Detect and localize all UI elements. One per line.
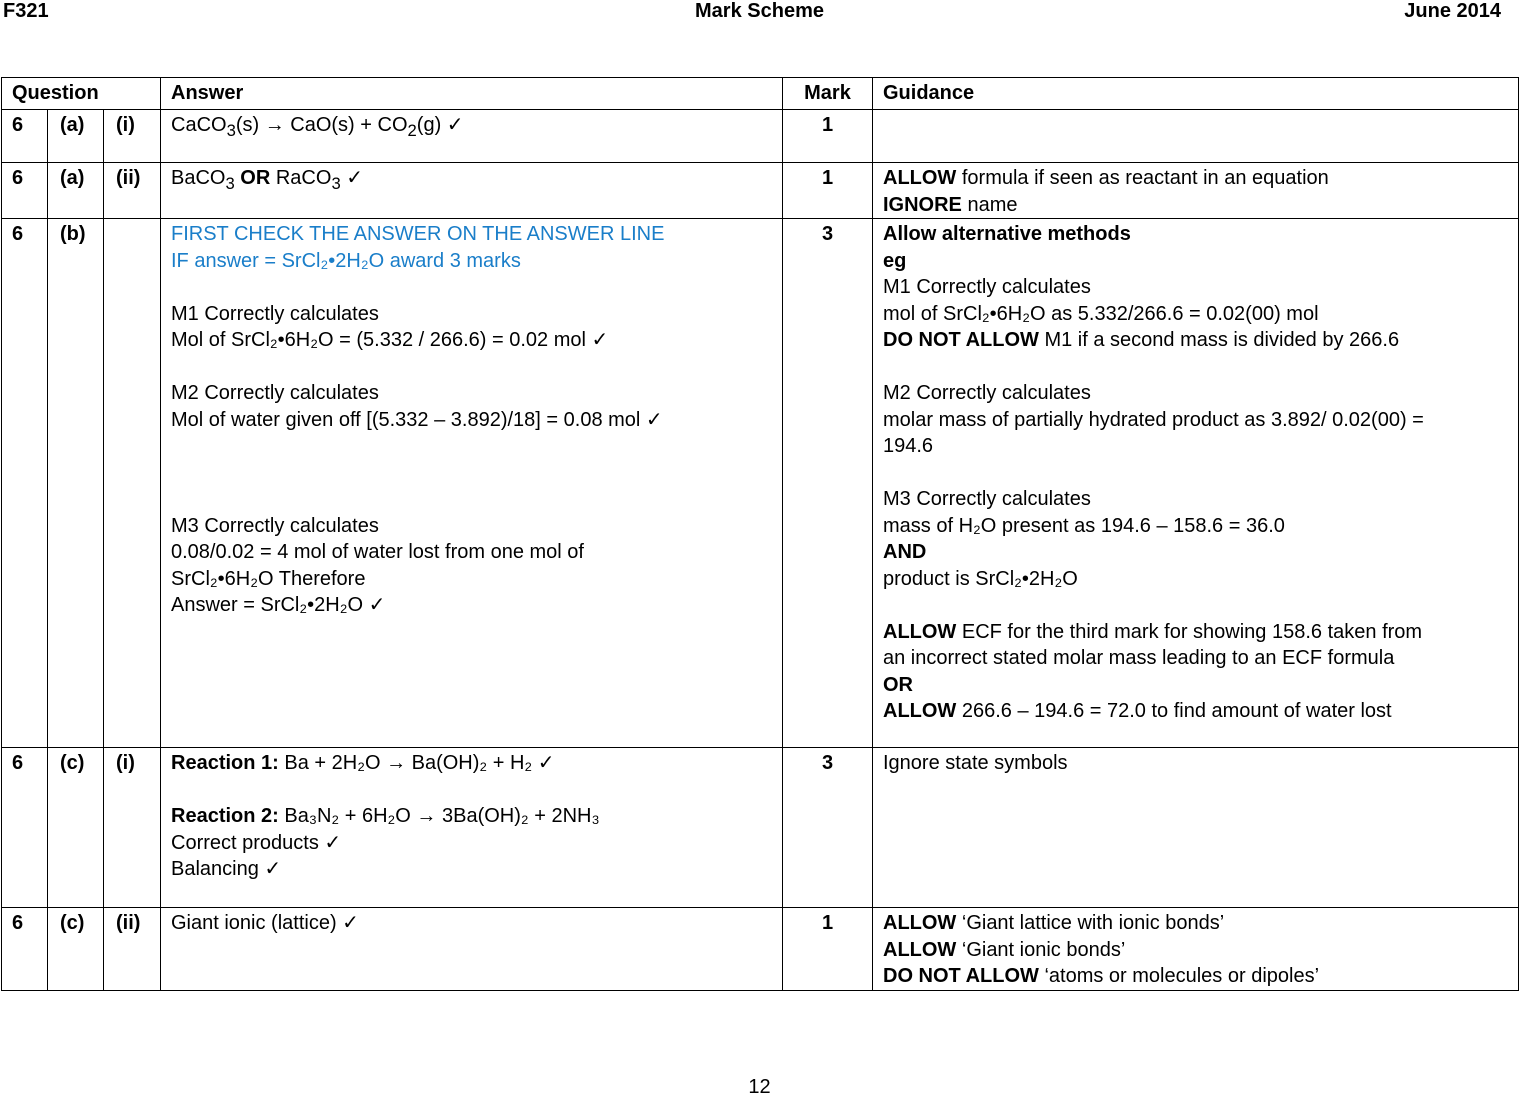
table-header-row bbox=[2, 78, 1519, 110]
guidance-cell bbox=[873, 110, 1519, 163]
guidance-cell: Ignore state symbols bbox=[873, 748, 1519, 908]
guidance-cell: ALLOW ‘Giant lattice with ionic bonds’ ALLOW ‘Giant ionic bonds’ DO NOT ALLOW ‘atoms or molecules or dipoles’ bbox=[873, 908, 1519, 991]
guidance-cell: ALLOW formula if seen as reactant in an equation IGNORE name bbox=[873, 163, 1519, 219]
q-part: (c) bbox=[48, 748, 104, 908]
doc-title: Mark Scheme bbox=[695, 0, 824, 22]
table-row bbox=[2, 219, 1519, 748]
answer-cell: Giant ionic (lattice) ✓ bbox=[161, 908, 783, 991]
answer-cell: CaCO$_3$(s) → $CaO(s) + CO_2(g)$ ✓ bbox=[161, 110, 783, 163]
q-number: 6 bbox=[2, 219, 48, 748]
mark-cell: 3 bbox=[783, 748, 873, 908]
q-subpart: (i) bbox=[104, 110, 161, 163]
doc-date: June 2014 bbox=[1404, 0, 1501, 22]
mark-cell: 1 bbox=[783, 908, 873, 991]
q-subpart: (i) bbox=[104, 748, 161, 908]
q-number: 6 bbox=[2, 908, 48, 991]
mark-scheme-table bbox=[1, 77, 1519, 991]
table-row bbox=[2, 748, 1519, 908]
q-subpart: (ii) bbox=[104, 908, 161, 991]
table-row bbox=[2, 110, 1519, 163]
col-guidance: Guidance bbox=[873, 78, 1519, 110]
answer-cell: Reaction 1: Ba + 2H₂O → Ba(OH)₂ + H₂ ✓ Reaction 2: Ba₃N₂ + 6H₂O → 3Ba(OH)₂ + 2NH₃ Correct products ✓ Balancing ✓ bbox=[161, 748, 783, 908]
q-number: 6 bbox=[2, 110, 48, 163]
table-row bbox=[2, 908, 1519, 991]
col-answer: Answer bbox=[161, 78, 783, 110]
answer-cell: BaCO$_3$ OR RaCO$_3$ ✓ bbox=[161, 163, 783, 219]
mark-cell: 3 bbox=[783, 219, 873, 748]
col-question: Question bbox=[2, 78, 161, 110]
mark-cell: 1 bbox=[783, 163, 873, 219]
q-part: (c) bbox=[48, 908, 104, 991]
q-part: (a) bbox=[48, 163, 104, 219]
q-number: 6 bbox=[2, 748, 48, 908]
answer-cell: FIRST CHECK THE ANSWER ON THE ANSWER LINE IF answer = SrCl₂•2H₂O award 3 marks M1 Correctly calculates Mol of SrCl₂•6H₂O = (5.332 / 266.6) = 0.02 mol ✓ M2 Correctly calculates Mol of water given off [(5.332 – 3.892)/18] = 0.08 mol ✓ M3 Correctly calculates 0.08/0.02 = 4 mol of water lost from one mol of SrCl₂•6H₂O Therefore Answer = SrCl₂•2H₂O ✓ bbox=[161, 219, 783, 748]
check-instruction: IF answer = SrCl₂•2H₂O award 3 marks bbox=[171, 249, 521, 272]
q-part: (a) bbox=[48, 110, 104, 163]
q-subpart: (ii) bbox=[104, 163, 161, 219]
table-row bbox=[2, 163, 1519, 219]
check-instruction: FIRST CHECK THE ANSWER ON THE ANSWER LINE bbox=[171, 223, 665, 245]
q-number: 6 bbox=[2, 163, 48, 219]
q-subpart bbox=[104, 219, 161, 748]
guidance-cell: Allow alternative methods eg M1 Correctly calculates mol of SrCl₂•6H₂O as 5.332/266.6 = 0.02(00) mol DO NOT ALLOW M1 if a second mass is divided by 266.6 M2 Correctly calculates molar mass of partially hydrated product as 3.892/ 0.02(00) = 194.6 M3 Correctly calculates mass of H₂O present as 194.6 – 158.6 = 36.0 AND product is SrCl₂•2H₂O ALLOW ECF for the third mark for showing 158.6 taken from an incorrect stated molar mass leading to an ECF formula OR ALLOW 266.6 – 194.6 = 72.0 to find amount of water lost bbox=[873, 219, 1519, 748]
col-mark: Mark bbox=[783, 78, 873, 110]
page-number: 12 bbox=[748, 1076, 771, 1098]
q-part: (b) bbox=[48, 219, 104, 748]
mark-cell: 1 bbox=[783, 110, 873, 163]
doc-code: F321 bbox=[3, 0, 49, 22]
